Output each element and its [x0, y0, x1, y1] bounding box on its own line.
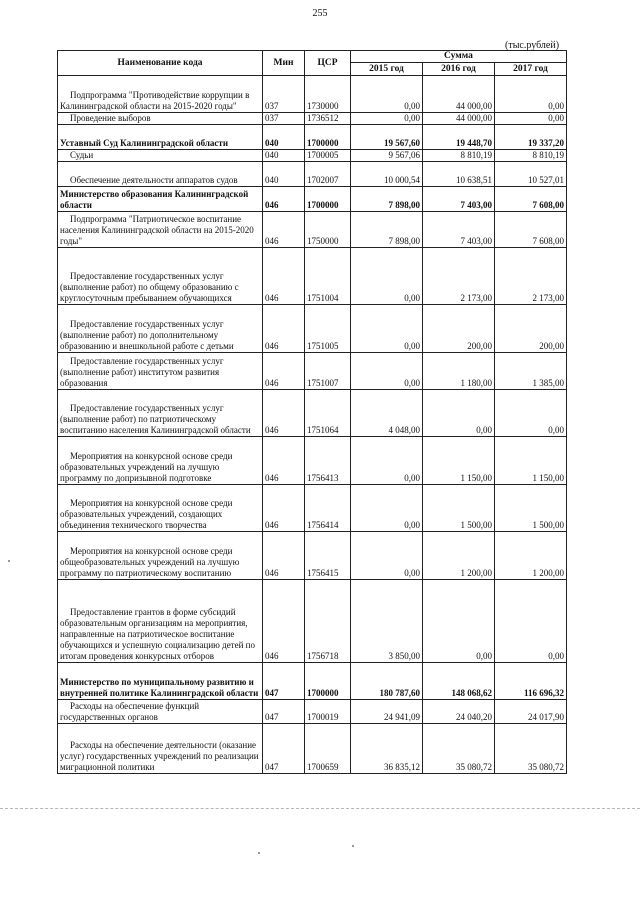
row-amount-2016: 1 500,00 [423, 485, 495, 532]
row-amount-2016: 1 200,00 [423, 532, 495, 580]
row-min-code: 040 [263, 125, 305, 150]
row-amount-2016: 2 173,00 [423, 248, 495, 305]
table-row [58, 150, 567, 162]
row-name [58, 437, 263, 485]
table-row [58, 76, 567, 113]
row-amount-2015: 0,00 [351, 248, 423, 305]
row-amount-2017: 7 608,00 [495, 187, 567, 212]
row-amount-2017: 1 385,00 [495, 353, 567, 390]
row-name-text: Предоставление грантов в форме субсидий образовательным организациям на мероприятия, направленные на патриотическое воспитание обучающихся и успешную социализацию детей по итогам проведения конкурсных отборов [60, 607, 255, 661]
row-amount-2017: 35 080,72 [495, 724, 567, 774]
row-amount-2016: 200,00 [423, 305, 495, 353]
row-min-code: 046 [263, 580, 305, 663]
row-amount-2017: 200,00 [495, 305, 567, 353]
row-name [58, 248, 263, 305]
row-amount-2015: 0,00 [351, 437, 423, 485]
row-name [58, 485, 263, 532]
row-min-code: 046 [263, 212, 305, 248]
row-name [58, 580, 263, 663]
row-amount-2015: 24 941,09 [351, 700, 423, 724]
row-amount-2017: 2 173,00 [495, 248, 567, 305]
row-amount-2016: 19 448,70 [423, 125, 495, 150]
row-amount-2016: 44 000,00 [423, 113, 495, 125]
header-year-2016: 2016 год [423, 63, 495, 76]
row-csr-code: 1700000 [305, 125, 351, 150]
row-csr-code: 1700659 [305, 724, 351, 774]
row-name-text: Расходы на обеспечение деятельности (оказание услуг) государственных учреждений по реализации миграционной политики [60, 740, 259, 772]
row-csr-code: 1700000 [305, 663, 351, 700]
scan-speck [8, 560, 10, 562]
budget-table [57, 50, 567, 774]
row-amount-2015: 36 835,12 [351, 724, 423, 774]
header-year-2017: 2017 год [495, 63, 567, 76]
row-amount-2017: 1 200,00 [495, 532, 567, 580]
table-row [58, 390, 567, 437]
row-min-code: 046 [263, 248, 305, 305]
row-amount-2015: 180 787,60 [351, 663, 423, 700]
header-sum: Сумма [351, 51, 567, 63]
row-name-text: Мероприятия на конкурсной основе среди общеобразовательных учреждений на лучшую программу по патриотическому воспитанию [60, 546, 240, 578]
row-csr-code: 1700005 [305, 150, 351, 162]
row-name-text: Предоставление государственных услуг (выполнение работ) по патриотическому воспитанию населения Калининградской области [60, 403, 251, 435]
row-name [58, 113, 263, 125]
row-min-code: 037 [263, 113, 305, 125]
row-name [58, 532, 263, 580]
row-min-code: 046 [263, 305, 305, 353]
row-amount-2017: 19 337,20 [495, 125, 567, 150]
row-min-code: 047 [263, 724, 305, 774]
row-amount-2017: 24 017,90 [495, 700, 567, 724]
row-amount-2015: 0,00 [351, 113, 423, 125]
row-amount-2016: 8 810,19 [423, 150, 495, 162]
table-row [58, 212, 567, 248]
row-amount-2017: 7 608,00 [495, 212, 567, 248]
row-name-text: Мероприятия на конкурсной основе среди образовательных учреждений, создающих объединения технического творчества [60, 498, 233, 530]
row-name-text: Уставный Суд Калининградской области [60, 138, 229, 148]
row-amount-2015: 0,00 [351, 485, 423, 532]
row-csr-code: 1730000 [305, 76, 351, 113]
row-name [58, 353, 263, 390]
row-amount-2017: 1 150,00 [495, 437, 567, 485]
row-amount-2017: 116 696,32 [495, 663, 567, 700]
row-amount-2016: 0,00 [423, 580, 495, 663]
row-name [58, 663, 263, 700]
row-name [58, 187, 263, 212]
row-amount-2015: 7 898,00 [351, 187, 423, 212]
table-row [58, 724, 567, 774]
row-csr-code: 1702007 [305, 162, 351, 187]
page-number: 255 [312, 8, 328, 19]
row-min-code: 046 [263, 390, 305, 437]
row-csr-code: 1751064 [305, 390, 351, 437]
table-row [58, 532, 567, 580]
row-name [58, 76, 263, 113]
units-label: (тыс.рублей) [505, 40, 560, 51]
row-name [58, 390, 263, 437]
row-amount-2015: 0,00 [351, 532, 423, 580]
table-row [58, 113, 567, 125]
row-min-code: 047 [263, 700, 305, 724]
table-row [58, 305, 567, 353]
row-csr-code: 1736512 [305, 113, 351, 125]
row-amount-2017: 0,00 [495, 580, 567, 663]
row-amount-2015: 3 850,00 [351, 580, 423, 663]
row-amount-2016: 35 080,72 [423, 724, 495, 774]
table-row [58, 485, 567, 532]
row-name [58, 125, 263, 150]
row-amount-2017: 10 527,01 [495, 162, 567, 187]
row-amount-2015: 9 567,06 [351, 150, 423, 162]
row-min-code: 037 [263, 76, 305, 113]
row-csr-code: 1751004 [305, 248, 351, 305]
row-csr-code: 1751007 [305, 353, 351, 390]
row-min-code: 046 [263, 437, 305, 485]
scan-speck [352, 845, 354, 847]
page-fold-line [0, 808, 640, 809]
row-amount-2015: 0,00 [351, 305, 423, 353]
table-row [58, 437, 567, 485]
row-amount-2015: 0,00 [351, 353, 423, 390]
table-row [58, 162, 567, 187]
row-name-text: Расходы на обеспечение функций государственных органов [60, 701, 200, 722]
row-name [58, 305, 263, 353]
row-amount-2016: 44 000,00 [423, 76, 495, 113]
row-amount-2016: 148 068,62 [423, 663, 495, 700]
row-amount-2017: 0,00 [495, 113, 567, 125]
row-name-text: Мероприятия на конкурсной основе среди образовательных учреждений на лучшую программу по допризывной подготовке [60, 451, 233, 483]
row-csr-code: 1700000 [305, 187, 351, 212]
row-amount-2017: 1 500,00 [495, 485, 567, 532]
row-csr-code: 1756414 [305, 485, 351, 532]
table-row [58, 353, 567, 390]
row-csr-code: 1756413 [305, 437, 351, 485]
table-row [58, 248, 567, 305]
header-csr: ЦСР [305, 51, 351, 76]
header-year-2015: 2015 год [351, 63, 423, 76]
row-amount-2016: 7 403,00 [423, 187, 495, 212]
row-csr-code: 1700019 [305, 700, 351, 724]
row-name [58, 150, 263, 162]
row-name-text: Судьи [70, 150, 94, 160]
scan-speck [258, 852, 260, 854]
row-amount-2017: 0,00 [495, 76, 567, 113]
row-amount-2017: 0,00 [495, 390, 567, 437]
row-name-text: Подпрограмма "Патриотическое воспитание населения Калининградской области на 2015-2020 годы" [60, 214, 254, 246]
table-row [58, 700, 567, 724]
row-amount-2017: 8 810,19 [495, 150, 567, 162]
row-csr-code: 1756718 [305, 580, 351, 663]
table-row [58, 580, 567, 663]
table-body [58, 76, 567, 774]
row-csr-code: 1751005 [305, 305, 351, 353]
row-min-code: 040 [263, 150, 305, 162]
row-amount-2015: 10 000,54 [351, 162, 423, 187]
row-amount-2016: 7 403,00 [423, 212, 495, 248]
row-name-text: Предоставление государственных услуг (выполнение работ) по общему образованию с круглосуточным пребыванием обучающихся [60, 271, 239, 303]
row-name-text: Подпрограмма "Противодействие коррупции в Калининградской области на 2015-2020 годы" [60, 90, 250, 111]
row-csr-code: 1756415 [305, 532, 351, 580]
table-row [58, 125, 567, 150]
header-name: Наименование кода [58, 51, 263, 76]
row-name [58, 162, 263, 187]
row-name-text: Министерство по муниципальному развитию и внутренней политике Калининградской области [60, 677, 259, 698]
row-min-code: 046 [263, 353, 305, 390]
row-amount-2015: 0,00 [351, 76, 423, 113]
row-name-text: Обеспечение деятельности аппаратов судов [70, 175, 238, 185]
row-amount-2016: 10 638,51 [423, 162, 495, 187]
row-name [58, 700, 263, 724]
row-min-code: 047 [263, 663, 305, 700]
row-amount-2015: 4 048,00 [351, 390, 423, 437]
header-min: Мин [263, 51, 305, 76]
row-amount-2016: 1 180,00 [423, 353, 495, 390]
row-amount-2015: 7 898,00 [351, 212, 423, 248]
row-name-text: Предоставление государственных услуг (выполнение работ) институтом развития образования [60, 356, 224, 388]
row-name-text: Министерство образования Калининградской области [60, 189, 249, 210]
row-name-text: Проведение выборов [70, 113, 151, 123]
row-amount-2016: 0,00 [423, 390, 495, 437]
row-csr-code: 1750000 [305, 212, 351, 248]
row-amount-2015: 19 567,60 [351, 125, 423, 150]
row-min-code: 040 [263, 162, 305, 187]
row-name-text: Предоставление государственных услуг (выполнение работ) по дополнительному образованию и внешкольной работе с детьми [60, 319, 234, 351]
row-name [58, 212, 263, 248]
table-row [58, 187, 567, 212]
row-name [58, 724, 263, 774]
row-min-code: 046 [263, 485, 305, 532]
table-row [58, 663, 567, 700]
row-min-code: 046 [263, 187, 305, 212]
row-amount-2016: 1 150,00 [423, 437, 495, 485]
row-min-code: 046 [263, 532, 305, 580]
row-amount-2016: 24 040,20 [423, 700, 495, 724]
